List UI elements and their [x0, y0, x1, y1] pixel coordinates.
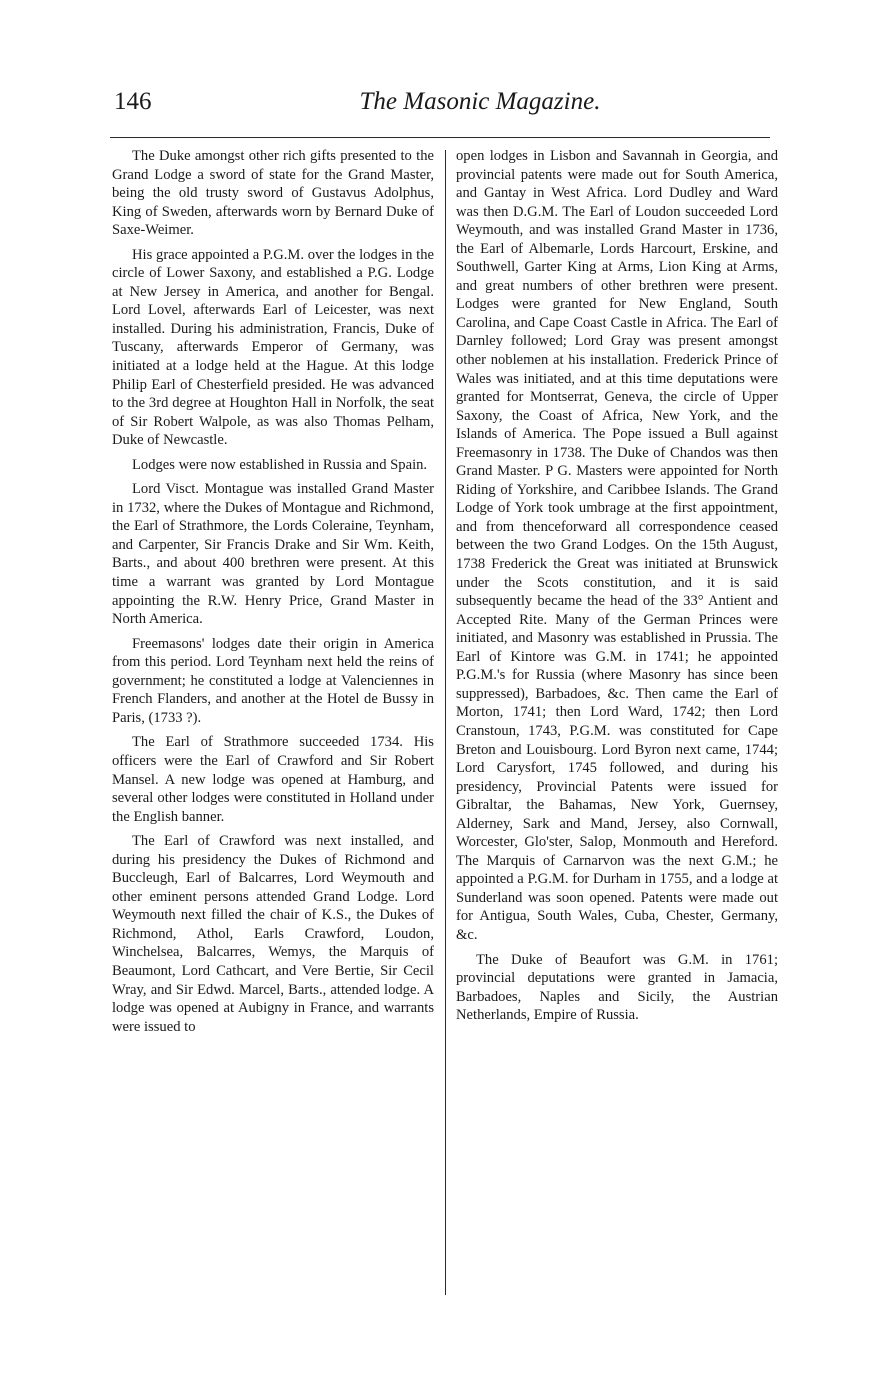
paragraph: His grace appointed a P.G.M. over the lodges in the circle of Lower Saxony, and established a P.G. Lodge at New Jersey in America, and another for Bengal. Lord Lovel, afterwards Earl of Leicester, was next installed. During his administration, Francis, Duke of Tuscany, afterwards Emperor of Germany, was initiated at a lodge held at the Hague. At this lodge Philip Earl of Chesterfield presided. He was advanced to the 3rd degree at Houghton Hall in Norfolk, the seat of Sir Robert Walpole, as was also Thomas Pelham, Duke of Newcastle. [112, 246, 434, 449]
left-column [112, 147, 434, 1042]
running-title: The Masonic Magazine. [359, 88, 601, 115]
right-column [456, 147, 778, 1031]
paragraph: The Duke amongst other rich gifts presented to the Grand Lodge a sword of state for the Grand Master, being the old trusty sword of Gustavus Adolphus, King of Sweden, afterwards worn by Bernard Duke of Saxe-Weimer. [112, 148, 434, 239]
paragraph: The Duke of Beaufort was G.M. in 1761; provincial deputations were granted in Jamacia, Barbadoes, Naples and Sicily, the Austrian Netherlands, Empire of Russia. [456, 951, 778, 1024]
paragraph: The Earl of Crawford was next installed, and during his presidency the Dukes of Richmond and Buccleugh, Earl of Balcarres, Lord Weymouth and other eminent persons attended Grand Lodge. Lord Weymouth next filled the chair of K.S., the Dukes of Richmond, Athol, Earls Crawford, Loudon, Winchelsea, Balcarres, Wemys, the Marquis of Beaumont, Lord Cathcart, and Vere Bertie, Sir Cecil Wray, and Sir Edwd. Marcel, Barts., attended lodge. A lodge was opened at Aubigny in France, and warrants were issued to [112, 833, 434, 1035]
paragraph: Lord Visct. Montague was installed Grand Master in 1732, where the Dukes of Montague and Richmond, the Earl of Strathmore, the Lords Coleraine, Teynham, and Carpenter, Sir Francis Drake and Sir Wm. Keith, Barts., and about 400 brethren were present. At this time a warrant was granted by Lord Montague appointing the R.W. Henry Price, Grand Master in North America. [112, 481, 434, 628]
header-rule [110, 137, 770, 138]
page-number: 146 [114, 88, 152, 115]
column-divider [445, 150, 446, 1295]
paragraph-continued: open lodges in Lisbon and Savannah in Georgia, and provincial patents were made out for South America, and Gantay in West Africa. Lord Dudley and Ward was then D.G.M. The Earl of Loudon succeeded Lord Weymouth, and was installed Grand Master in 1736, the Earl of Albemarle, Lords Harcourt, Erskine, and Southwell, Garter King at Arms, Lion King at Arms, and great numbers of other brethren were present. Lodges were granted for New England, South Carolina, and Cape Coast Castle in Africa. The Earl of Darnley followed; Lord Gray was present amongst other noblemen at his installation. Frederick Prince of Wales was initiated, and at this time deputations were granted for Montserrat, Geneva, the circle of Upper Saxony, the Coast of Africa, New York, and the Islands of America. The Pope issued a Bull against Freemasonry in 1738. The Duke of Chandos was then Grand Master. P G. Masters were appointed for North Riding of Yorkshire, and Caribbee Islands. The Grand Lodge of York took umbrage at the first appointment, and from thenceforward all correspondence ceased between the two Grand Lodges. On the 15th August, 1738 Frederick the Great was initiated at Brunswick under the Scots constitution, and it is said subsequently became the head of the 33° Antient and Accepted Rite. Many of the German Princes were initiated, and Masonry was established in Prussia. The Earl of Kintore was G.M. in 1741; he appointed P.G.M.'s for Russia (where Masonry has since been suppressed), Barbadoes, &c. Then came the Earl of Morton, 1741; then Lord Ward, 1742; then Lord Cranstoun, 1743, P.G.M. was constituted for Cape Breton and Louisbourg. Lord Byron next came, 1744; Lord Carysfort, 1745 followed, and during his presidency, Provincial Patents were issued for Gibraltar, the Bahamas, New York, Guernsey, Alderney, Sark and Mand, Jersey, also Cornwall, Worcester, Glo'ster, Salop, Monmouth and Hereford. The Marquis of Carnarvon was the next G.M.; he appointed a P.G.M. for Durham in 1755, and a lodge at Sunderland was soon opened. Patents were made out for Antigua, South Wales, Cuba, Chester, Germany, &c. [456, 148, 778, 943]
paragraph: Lodges were now established in Russia and Spain. [132, 456, 428, 473]
paragraph: Freemasons' lodges date their origin in America from this period. Lord Teynham next held the reins of government; he constituted a lodge at Valenciennes in French Flanders, and another at the Hotel de Bussy in Paris, (1733 ?). [112, 635, 434, 726]
paragraph: The Earl of Strathmore succeeded 1734. His officers were the Earl of Crawford and Sir Robert Mansel. A new lodge was opened at Hamburg, and several other lodges were constituted in Holland under the English banner. [112, 734, 434, 825]
